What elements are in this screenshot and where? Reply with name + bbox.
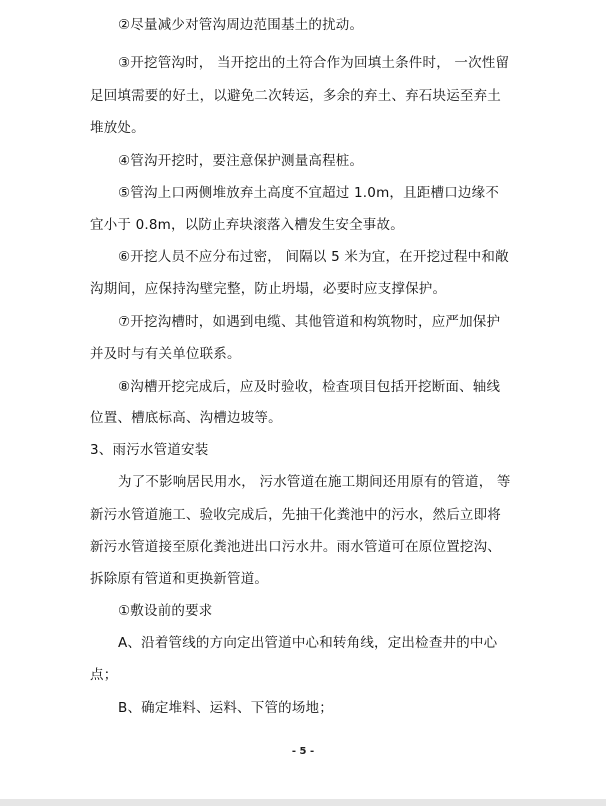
section-heading: 3、雨污水管道安装	[90, 442, 209, 458]
paragraph-line: 点；	[90, 667, 118, 683]
paragraph-line: 沟期间，应保持沟壁完整，防止坍塌，必要时应支撑保护。	[90, 281, 447, 297]
paragraph-line: ①敷设前的要求	[118, 603, 213, 619]
paragraph-line: 为了不影响居民用水， 污水管道在施工期间还用原有的管道， 等	[118, 474, 511, 490]
paragraph-line: 足回填需要的好土，以避免二次转运，多余的弃土、弃石块运至弃土	[90, 88, 501, 104]
paragraph-line: ⑤管沟上口两侧堆放弃土高度不宜超过 1.0m，且距槽口边缘不	[118, 185, 500, 201]
paragraph-line: B、确定堆料、运料、下管的场地；	[118, 700, 333, 716]
paragraph-line: 位置、槽底标高、沟槽边坡等。	[90, 410, 282, 426]
paragraph-line: ⑧沟槽开挖完成后，应及时验收，检查项目包括开挖断面、轴线	[118, 379, 501, 395]
paragraph-line: A、沿着管线的方向定出管道中心和转角线，定出检查井的中心	[118, 635, 498, 651]
page-number: - 5 -	[291, 746, 315, 757]
paragraph-line: 并及时与有关单位联系。	[90, 346, 241, 362]
paragraph-line: 堆放处。	[90, 120, 145, 136]
paragraph-line: 新污水管道接至原化粪池进出口污水井。雨水管道可在原位置挖沟、	[90, 539, 501, 555]
paragraph-line: ②尽量减少对管沟周边范围基土的扰动。	[118, 17, 364, 33]
paragraph-line: 新污水管道施工、验收完成后，先抽干化粪池中的污水，然后立即将	[90, 507, 501, 523]
paragraph-line: ⑦开挖沟槽时，如遇到电缆、其他管道和构筑物时，应严加保护	[118, 314, 501, 330]
paragraph-line: ③开挖管沟时， 当开挖出的土符合作为回填土条件时， 一次性留	[118, 55, 510, 71]
paragraph-line: ④管沟开挖时，要注意保护测量高程桩。	[118, 153, 364, 169]
paragraph-line: 宜小于 0.8m，以防止弃块滚落入槽发生安全事故。	[90, 217, 404, 233]
paragraph-line: ⑥开挖人员不应分布过密， 间隔以 5 米为宜，在开挖过程中和敞	[118, 249, 509, 265]
paragraph-line: 拆除原有管道和更换新管道。	[90, 571, 269, 587]
page-bottom-edge	[0, 799, 606, 806]
